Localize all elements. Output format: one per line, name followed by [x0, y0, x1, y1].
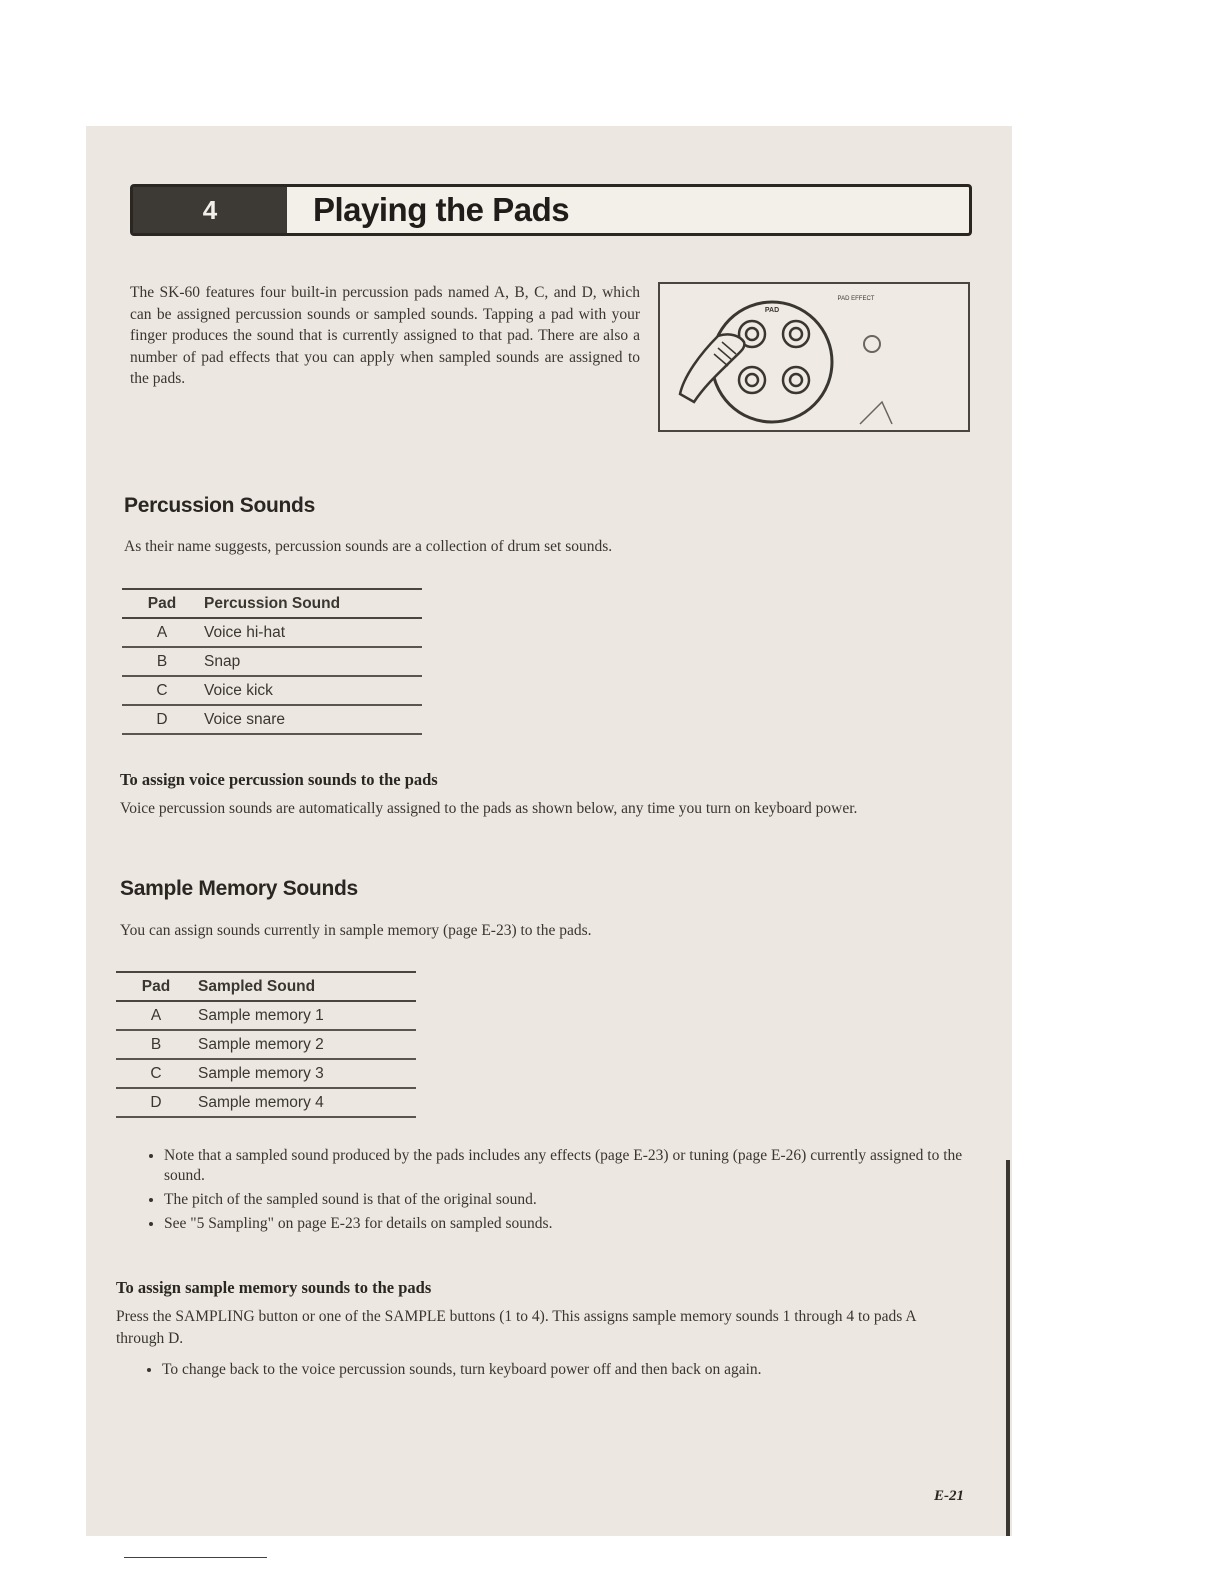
chapter-title: Playing the Pads — [313, 191, 570, 228]
sample-description: You can assign sounds currently in sample memory (page E-23) to the pads. — [120, 922, 592, 939]
cell-pad: B — [122, 647, 202, 676]
cell-sound: Voice snare — [202, 705, 422, 734]
table-row — [122, 618, 422, 647]
cell-pad: A — [122, 618, 202, 647]
cell-pad: B — [116, 1030, 196, 1059]
chapter-header — [130, 184, 972, 236]
sample-heading: Sample Memory Sounds — [120, 877, 358, 900]
pad-effect-label: PAD EFFECT — [837, 296, 875, 302]
sample-notes-list — [142, 1146, 964, 1238]
cell-pad: D — [116, 1088, 196, 1117]
cell-sound: Voice hi-hat — [202, 618, 422, 647]
cell-sound: Sample memory 3 — [196, 1059, 416, 1088]
pad-effect-button-icon — [864, 336, 880, 352]
list-item: • See "5 Sampling" on page E-23 for details on sampled sounds. — [164, 1214, 964, 1234]
table-row — [122, 676, 422, 705]
cell-pad: C — [116, 1059, 196, 1088]
percussion-description: As their name suggests, percussion sounds are a collection of drum set sounds. — [124, 538, 613, 555]
table-row — [116, 1001, 416, 1030]
pads-illustration — [658, 282, 970, 432]
cell-sound: Voice kick — [202, 676, 422, 705]
list-item: • To change back to the voice percussion sounds, turn keyboard power off and then back on again. — [162, 1360, 962, 1380]
page-edge-shadow — [1006, 1160, 1010, 1536]
cell-pad: C — [122, 676, 202, 705]
column-header-sound: Sampled Sound — [196, 972, 416, 1001]
cell-pad: D — [122, 705, 202, 734]
cell-sound: Sample memory 2 — [196, 1030, 416, 1059]
table-row — [116, 1059, 416, 1088]
assign-voice-heading: To assign voice percussion sounds to the pads — [120, 770, 438, 789]
pad-d — [783, 367, 809, 393]
sample-table — [116, 971, 416, 1118]
intro-paragraph: The SK-60 features four built-in percussion pads named A, B, C, and D, which can be assigned percussion sounds or sampled sounds. Tapping a pad with your finger produces the sound that is currently assigned to that pad. There are also a number of pad effects that you can apply when sampled sounds are assigned to the pads. — [130, 284, 640, 387]
percussion-heading: Percussion Sounds — [124, 494, 315, 517]
cell-sound: Sample memory 1 — [196, 1001, 416, 1030]
table-row — [122, 647, 422, 676]
list-item: • Note that a sampled sound produced by the pads includes any effects (page E-23) or tuning (page E-26) currently assigned to the sound. — [164, 1146, 964, 1186]
table-row — [116, 1088, 416, 1117]
column-header-pad: Pad — [122, 589, 202, 618]
pad-b — [783, 321, 809, 347]
list-item: • The pitch of the sampled sound is that of the original sound. — [164, 1190, 964, 1210]
cell-sound: Snap — [202, 647, 422, 676]
footer-rule — [124, 1557, 267, 1558]
assign-sample-notes — [140, 1360, 962, 1384]
table-row — [122, 705, 422, 734]
pad-c — [739, 367, 765, 393]
assign-sample-text: Press the SAMPLING button or one of the SAMPLE buttons (1 to 4). This assigns sample memory sounds 1 through 4 to pads A through D. — [116, 1308, 916, 1347]
page-number: E-21 — [934, 1488, 964, 1504]
column-header-pad: Pad — [116, 972, 196, 1001]
table-header-row — [122, 589, 422, 618]
assign-sample-heading: To assign sample memory sounds to the pads — [116, 1278, 432, 1297]
column-header-sound: Percussion Sound — [202, 589, 422, 618]
cell-sound: Sample memory 4 — [196, 1088, 416, 1117]
cell-pad: A — [116, 1001, 196, 1030]
hand-icon — [680, 334, 744, 402]
table-row — [116, 1030, 416, 1059]
chapter-number: 4 — [133, 187, 287, 233]
pads-diagram — [660, 284, 968, 430]
table-header-row — [116, 972, 416, 1001]
percussion-table — [122, 588, 422, 735]
assign-voice-text: Voice percussion sounds are automatically assigned to the pads as shown below, any time you turn on keyboard power. — [120, 800, 858, 817]
pad-label: PAD — [764, 307, 780, 314]
